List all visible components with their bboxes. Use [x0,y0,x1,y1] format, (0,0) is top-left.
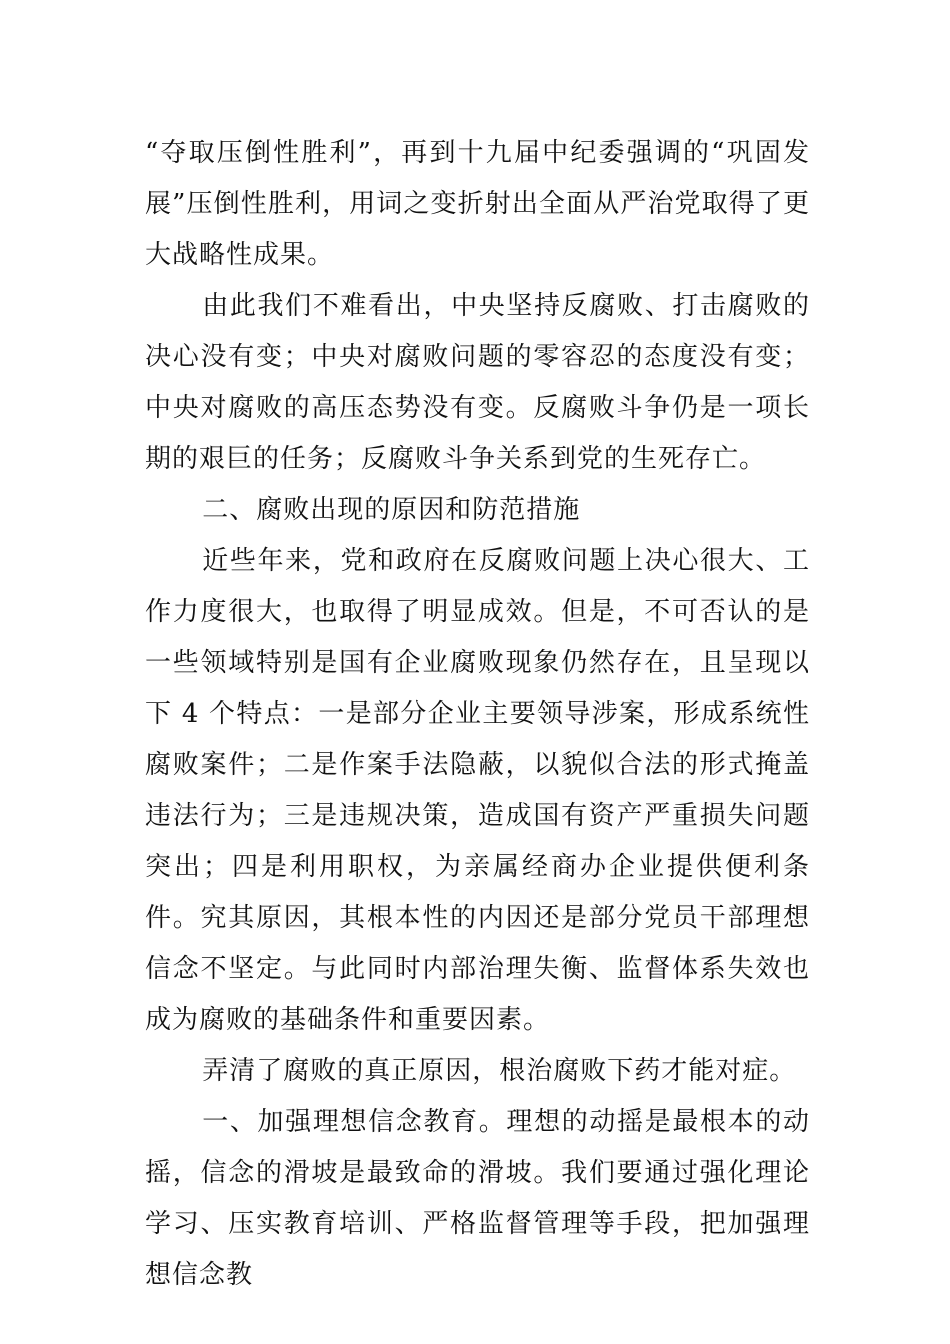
document-body [145,128,810,1301]
paragraph-corruption-characteristics: 近些年来，党和政府在反腐败问题上决心很大、工作力度很大，也取得了明显成效。但是，不可否认的是一些领域特别是国有企业腐败现象仍然存在，且呈现以下 4 个特点：一是部分企业主要领导涉案，形成系统性腐败案件；二是作案手法隐蔽，以貌似合法的形式掩盖违法行为；三是违规决策，造成国有资产严重损失问题突出；四是利用职权，为亲属经商办企业提供便利条件。究其原因，其根本性的内因还是部分党员干部理想信念不坚定。与此同时内部治理失衡、监督体系失效也成为腐败的基础条件和重要因素。 [145,546,810,1035]
paragraph-root-cause-remedy: 弄清了腐败的真正原因，根治腐败下药才能对症。 [202,1056,797,1086]
paragraph-conclusion-of-previous-section: “夺取压倒性胜利”，再到十九届中纪委强调的“巩固发展”压倒性胜利，用词之变折射出全面从严治党取得了更大战略性成果。 [145,138,810,270]
paragraph-central-determination: 由此我们不难看出，中央坚持反腐败、打击腐败的决心没有变；中央对腐败问题的零容忍的态度没有变；中央对腐败的高压态势没有变。反腐败斗争仍是一项长期的艰巨的任务；反腐败斗争关系到党的生死存亡。 [145,291,810,474]
section-heading-causes-and-prevention: 二、腐败出现的原因和防范措施 [202,495,581,525]
paragraph-ideal-belief-education: 一、加强理想信念教育。理想的动摇是最根本的动摇，信念的滑坡是最致命的滑坡。我们要通过强化理论学习、压实教育培训、严格监督管理等手段，把加强理想信念教 [145,1107,810,1290]
